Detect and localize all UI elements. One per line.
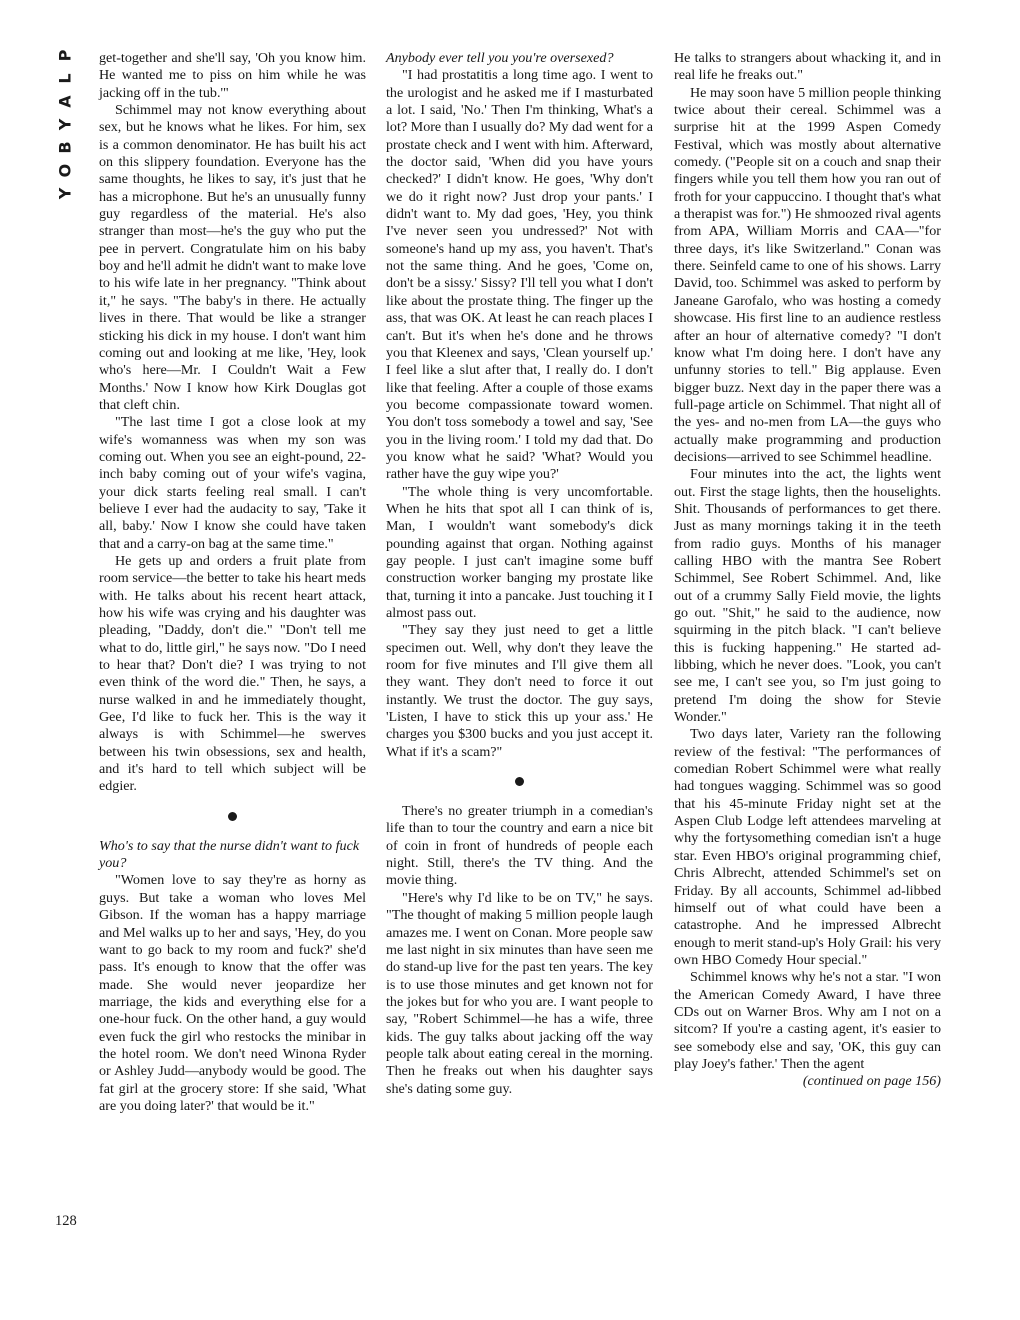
article-column-2 <box>386 50 653 1098</box>
paragraph: There's no greater triumph in a comedian's life than to tour the country and earn a nice bit of coin in front of hundreds of people each night. Still, there's the TV thing. And the movie thing. <box>386 803 653 889</box>
masthead-letter: Y <box>55 118 75 131</box>
interview-question: Anybody ever tell you you're oversexed? <box>386 50 614 66</box>
masthead-letter: L <box>55 73 75 84</box>
paragraph: "Women love to say they're as horny as guys. But take a woman who loves Mel Gibson. If the woman has a happy marriage and Mel walks up to her and says, 'Hey, do you want to go back to my room and fuck?' she'd pass. It's enough to know that the offer was made. She would never jeopardize her marriage, the kids and everything else for a one-hour fuck. On the other hand, a guy would even fuck the girl who restocks the minibar in the hotel room. We don't need Winona Ryder or Ashley Judd—anybody would be good. The fat girl at the grocery store: If she said, 'What are you doing later?' that would be it." <box>99 872 366 1114</box>
interview-question: Who's to say that the nurse didn't want to fuck you? <box>99 837 360 872</box>
paragraph: He gets up and orders a fruit plate from room service—the better to take his heart meds with. He talks about his recent heart attack, how his wife was crying and his daughter was pleading, "Daddy, don't die." "Don't tell me what to do, little girl," he says now. "Do I need to hear that? Don't die? I was trying to not even think of the word die." Then, he says, a nurse walked in and he immediately thought, Gee, I'd like to fuck her. This is the way it always is with Schimmel—he swerves between his twin obsessions, sex and health, and it's hard to tell which subject will be edgier. <box>99 552 366 795</box>
paragraph: "They say they just need to get a little specimen out. Well, why don't they leave the room for five minutes and I'll give them all they want. They don't need to force it out instantly. We trust the doctor. The guy says, 'Listen, I have to stick this up your ass.' He charges you $300 bucks and you just accept it. What if it's a scam?" <box>386 622 653 760</box>
paragraph: Four minutes into the act, the lights went out. First the stage lights, then the houselights. Shit. Thousands of performances to get there. Just as many mornings taking it in the teeth from radio guys. Months of his manager calling HBO with the mantra See Robert Schimmel, See Robert Schimmel. And, like out of a crummy Sally Field movie, the lights go out. "Shit," he said to the audience, now squirming in the pitch black. "I can't believe this is fucking happening." He started ad-libbing, which he never does. "Look, you can't see me, I can't see you, so I'm just going to pretend I'm doing the show for Stevie Wonder." <box>674 466 941 726</box>
article-column-3 <box>674 50 941 1091</box>
paragraph: get-together and she'll say, 'Oh you know him. He wanted me to piss on him while he was jacking off in the tub.'" <box>99 50 366 101</box>
paragraph: Two days later, Variety ran the following review of the festival: "The performances of comedian Robert Schimmel were what really had tongues wagging. Schimmel was so good that his 45-minute Friday night set at the Aspen Club Lodge left attendees marveling at why the fortysomething comedian isn't a huge star. Even HBO's original programming chief, Chris Albrecht, attended Schimmel's set on Friday. By all accounts, Schimmel ad-libbed himself out of what could have been a catastrophe. And he impressed Albrecht enough to merit stand-up's Holy Grail: his very own HBO Comedy Hour special." <box>674 726 941 968</box>
section-divider-dot <box>228 812 237 821</box>
paragraph: "The last time I got a close look at my wife's womanness was when my son was coming out. When you see an eight-pound, 22-inch baby coming out of your wife's vagina, your dick starts feeling real small. I can't believe I ever had the audacity to say, 'Take it all, baby.' Now I know she could have taken that and a carry-on bag at the same time." <box>99 414 366 552</box>
section-divider-dot <box>515 777 524 786</box>
magazine-masthead <box>50 44 80 205</box>
paragraph: "Here's why I'd like to be on TV," he says. "The thought of making 5 million people laugh amazes me. I went on Conan. More people saw me last night in six minutes than have seen me do stand-up live for the past ten years. The key is to use those minutes and get known not for the jokes but for who you are. I want people to say, "Robert Schimmel—he has a wife, three kids. The guy talks about jacking off the way people talk about eating cereal in the morning. Then he freaks out when his daughter says she's dating some guy. <box>386 889 653 1097</box>
paragraph: He talks to strangers about whacking it, and in real life he freaks out." <box>674 50 941 84</box>
continued-note: (continued on page 156) <box>802 1073 941 1090</box>
masthead-letter: B <box>55 141 75 154</box>
paragraph: He may soon have 5 million people thinking twice about their cereal. Schimmel was a surprise hit at the 1999 Aspen Comedy Festival, which was mostly about alternative comedy. ("People sit on a couch and snap their fingers while you tell them how you ran out of froth for your cappuccino. I thought that's what a therapist was for.") He shmoozed rival agents from APA, William Morris and CAA—"for three days, it's like Switzerland." Conan was there. Seinfeld came to one of his shows. Larry David, too. Schimmel was asked to perform by Janeane Garofalo, who was hosting a comedy showcase. His first line to an audience restless after an hour of alternative comedy? "I don't know what I'm doing here. I don't have any unfunny stories to tell." Big applause. Even bigger buzz. Next day in the paper there was a full-page article on Schimmel. That night all of the yes- and no-men from LA—the guys who actually make programming and production decisions—arrived to see Schimmel headline. <box>674 84 941 465</box>
paragraph: Schimmel knows why he's not a star. "I won the American Comedy Award, I have three CDs out on Warner Bros. Why am I not on a sitcom? If you're a casting agent, it's easier to see somebody else and say, 'OK, this guy can play Joey's father.' Then the agent <box>674 969 941 1072</box>
paragraph: Schimmel may not know everything about sex, but he knows what he likes. For him, sex is a common denominator. He has built his act on this slippery foundation. Everyone has the same thoughts, he likes to say, it's just that he has a microphone. But he's an unusually funny guy regardless of the material. He's also stranger than most—he's the guy who put the pee in pervert. Congratulate him on his baby boy and he'll admit he didn't want to make love to his wife late in her pregnancy. "Think about it," he says. "The baby's in there. He actually lives in there. That would be like a stranger sticking his dick in my house. I don't want him coming out and looking at me like, 'Hey, look who's here—Mr. I Couldn't Wait a Few Months.' Now I know how Kirk Douglas got that cleft chin. <box>99 102 366 413</box>
masthead-letter: O <box>55 163 75 178</box>
masthead-letter: A <box>55 95 75 108</box>
masthead-letter: P <box>55 49 75 62</box>
masthead-letter: Y <box>55 187 75 200</box>
page-number: 128 <box>55 1213 77 1229</box>
article-column-1 <box>99 50 366 1115</box>
paragraph: "I had prostatitis a long time ago. I went to the urologist and he asked me if I masturbated a lot. I said, 'No.' Then I'm thinking, What's a lot? More than I usually do? My dad went for a prostate check and I went with him. Afterward, the doctor said, 'When did you have yours checked?' I didn't know. He goes, 'Why don't we do it right now? Just drop your pants.' I didn't want to. My dad goes, 'Hey, you think I've never seen you undressed?' Not with someone's hand up my ass, you haven't. That's not the same thing. And he goes, 'Come on, don't be a sissy.' Sissy? I'll tell you what I don't like about the prostate thing. The finger up the ass, that was OK. At least he can reach places I can't. But it's when he's done and he throws you that Kleenex and says, 'Clean yourself up.' I feel like a slut after that, I really do. I don't like that feeling. After a couple of those exams you become compassionate toward women. You don't toss somebody a towel and say, 'See you in the living room.' I told my dad that. Do you know what he said? 'What? Would you rather have the guy wipe you?' <box>386 67 653 483</box>
paragraph: "The whole thing is very uncomfortable. When he hits that spot all I can think of is, Man, I wouldn't want somebody's dick pounding against that organ. Nothing against gay people. I just can't imagine some buff construction worker banging my prostate like that, turning it into a pancake. Just touching it I almost pass out. <box>386 483 653 621</box>
